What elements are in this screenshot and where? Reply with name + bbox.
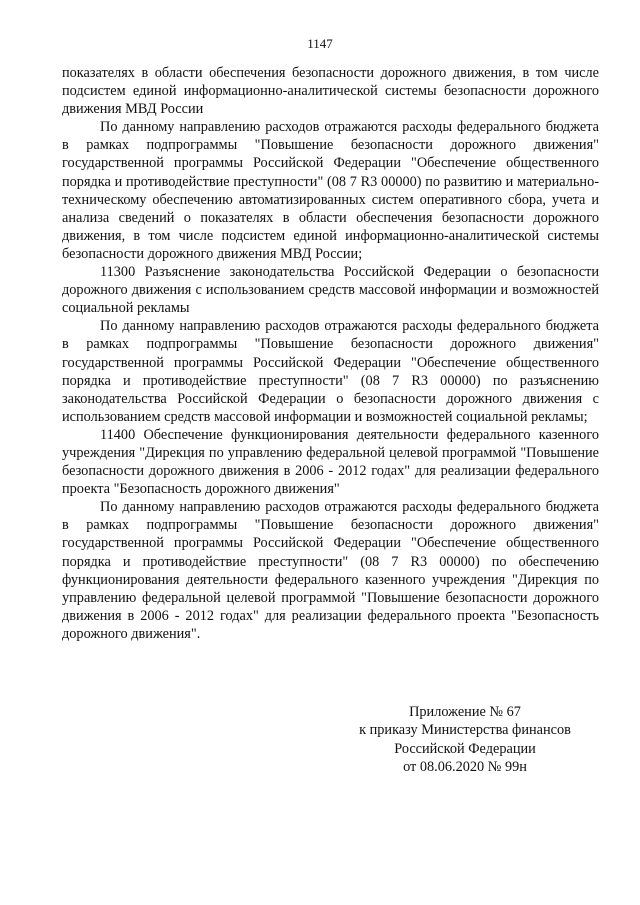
appendix-title: Приложение № 67 [409,704,521,720]
page-number: 1147 [307,36,333,51]
appendix-order-ref: к приказу Министерства финансов [359,722,571,739]
appendix-country: Российской Федерации [394,740,536,757]
paragraph-code-heading: 11300 Разъяснение законодательства Российской Федерации о безопасности дорожного движения с использованием средств массовой информации и возможностей социальной рекламы [62,264,599,317]
paragraph-continuation: показателях в области обеспечения безопасности дорожного движения, в том числе подсистем единой информационно-аналитической системы безопасности дорожного движения МВД России [62,65,599,118]
document-body [62,64,599,643]
appendix-date: от 08.06.2020 № 99н [403,759,527,776]
appendix-block [330,703,600,777]
paragraph-description: По данному направлению расходов отражаются расходы федерального бюджета в рамках подпрограммы "Повышение безопасности дорожного движения" государственной программы Российской Федерации "Обеспечение общественного порядка и противодействие преступности" (08 7 R3 00000) по развитию и материально-техническому обеспечению автоматизированных систем оперативного сбора, учета и анализа сведений о показателях в области обеспечения безопасности дорожного движения, в том числе подсистем единой информационно-аналитической системы безопасности дорожного движения МВД России; [62,119,599,262]
paragraph-description: По данному направлению расходов отражаются расходы федерального бюджета в рамках подпрограммы "Повышение безопасности дорожного движения" государственной программы Российской Федерации "Обеспечение общественного порядка и противодействие преступности" (08 7 R3 00000) по обеспечению функционирования деятельности федерального казенного учреждения "Дирекция по управлению федеральной целевой программой "Повышение безопасности дорожного движения в 2006 - 2012 годах" для реализации федерального проекта "Безопасность дорожного движения". [62,499,599,642]
paragraph-code-heading: 11400 Обеспечение функционирования деятельности федерального казенного учреждения "Дирекция по управлению федеральной целевой программой "Повышение безопасности дорожного движения в 2006 - 2012 годах" для реализации федерального проекта "Безопасность дорожного движения" [62,426,599,498]
paragraph-description: По данному направлению расходов отражаются расходы федерального бюджета в рамках подпрограммы "Повышение безопасности дорожного движения" государственной программы Российской Федерации "Обеспечение общественного порядка и противодействие преступности" (08 7 R3 00000) по разъяснению законодательства Российской Федерации о безопасности дорожного движения с использованием средств массовой информации и возможностей социальной рекламы; [62,318,599,425]
